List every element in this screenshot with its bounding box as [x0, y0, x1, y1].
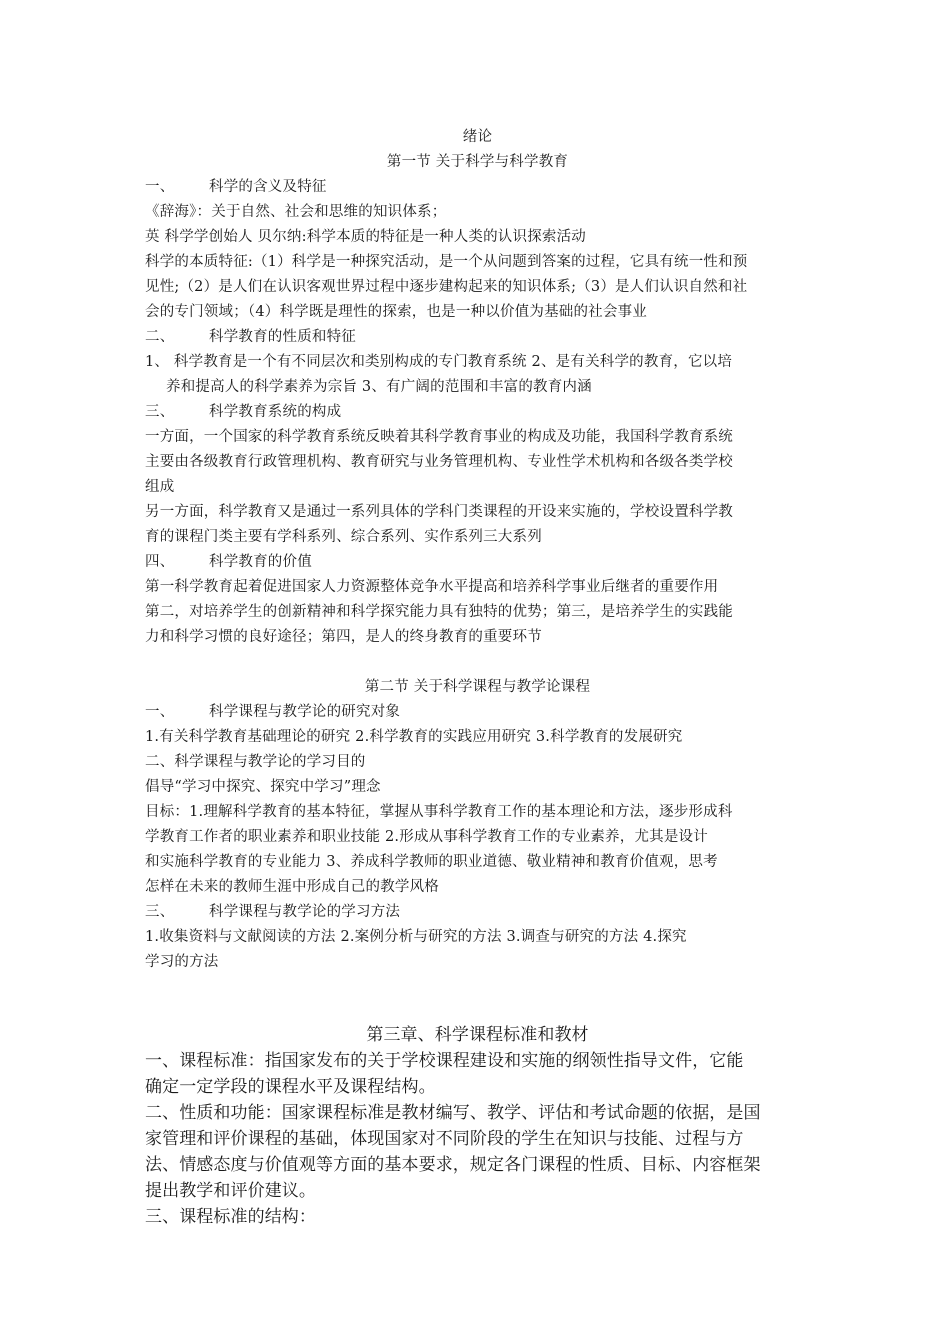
s1-paragraph-1: 《辞海》：关于自然、社会和思维的知识体系； [145, 204, 447, 220]
s1-h4-text: 科学教育的价值 [209, 554, 312, 570]
s1-paragraph-8-line-2: 力和科学习惯的良好途径；第四，是人的终身教育的重要环节 [145, 629, 542, 645]
s1-paragraph-7: 第一科学教育起着促进国家人力资源整体竞争水平提高和培养科学事业后继者的重要作用 [145, 579, 719, 595]
s2-h3-text: 科学课程与教学论的学习方法 [209, 904, 401, 920]
s1-paragraph-4-line-2: 养和提高人的科学素养为宗旨 3、有广阔的范围和丰富的教育内涵 [166, 379, 592, 395]
s2-subheading-1 [145, 700, 810, 725]
s1-paragraph-3-line-2: 见性;（2）是人们在认识客观世界过程中逐步建构起来的知识体系;（3）是人们认识自然和社 [145, 279, 748, 295]
s2-paragraph-3-line-2: 学教育工作者的职业素养和职业技能 2.形成从事科学教育工作的专业素养，尤其是设计 [145, 829, 708, 845]
s1-subheading-3 [145, 400, 810, 425]
ch3-paragraph-2-line-2: 家管理和评价课程的基础，体现国家对不同阶段的学生在知识与技能、过程与方 [145, 1129, 744, 1149]
s2-h1-number: 一、 [145, 704, 175, 720]
s2-paragraph-3-line-4: 怎样在未来的教师生涯中形成自己的教学风格 [145, 879, 439, 895]
s1-h1-text: 科学的含义及特征 [209, 179, 327, 195]
s1-h2-number: 二、 [145, 329, 175, 345]
s2-paragraph-4-line-1: 1.收集资料与文献阅读的方法 2.案例分析与研究的方法 3.调查与研究的方法 4.探究 [145, 929, 687, 945]
s1-paragraph-3-line-3: 会的专门领域；（4）科学既是理性的探索，也是一种以价值为基础的社会事业 [145, 304, 647, 320]
ch3-paragraph-1-line-2: 确定一定学段的课程水平及课程结构。 [145, 1077, 436, 1097]
doc-title: 绪论 [462, 129, 493, 145]
s1-subheading-4 [145, 550, 810, 575]
s1-paragraph-4-line-1: 1、 科学教育是一个有不同层次和类别构成的专门教育系统 2、是有关科学的教育，它以培 [145, 354, 733, 370]
s2-paragraph-2: 倡导“学习中探究、探究中学习”理念 [145, 779, 381, 795]
s2-h1-text: 科学课程与教学论的研究对象 [209, 704, 401, 720]
s1-paragraph-5-line-1: 一方面，一个国家的科学教育系统反映着其科学教育事业的构成及功能，我国科学教育系统 [145, 429, 733, 445]
s2-paragraph-3-line-1: 目标：1.理解科学教育的基本特征，掌握从事科学教育工作的基本理论和方法，逐步形成科 [145, 804, 733, 820]
s1-subheading-1 [145, 175, 810, 200]
s1-h3-number: 三、 [145, 404, 175, 420]
s1-paragraph-3-line-1: 科学的本质特征:（1）科学是一种探究活动，是一个从问题到答案的过程，它具有统一性和预 [145, 254, 748, 270]
section-2-heading: 第二节 关于科学课程与教学论课程 [364, 679, 591, 695]
ch3-paragraph-3: 三、课程标准的结构： [145, 1207, 316, 1227]
s2-h3-number: 三、 [145, 904, 175, 920]
s1-paragraph-2: 英 科学学创始人 贝尔纳:科学本质的特征是一种人类的认识探索活动 [145, 229, 587, 245]
s1-subheading-2 [145, 325, 810, 350]
s1-h1-number: 一、 [145, 179, 175, 195]
s1-paragraph-6-line-2: 育的课程门类主要有学科系列、综合系列、实作系列三大系列 [145, 529, 542, 545]
s1-paragraph-5-line-2: 主要由各级教育行政管理机构、教育研究与业务管理机构、专业性学术机构和各级各类学校 [145, 454, 733, 470]
s2-paragraph-3-line-3: 和实施科学教育的专业能力 3、养成科学教师的职业道德、敬业精神和教育价值观，思考 [145, 854, 718, 870]
s2-paragraph-4-line-2: 学习的方法 [145, 954, 219, 970]
s1-paragraph-6-line-1: 另一方面，科学教育又是通过一系列具体的学科门类课程的开设来实施的，学校设置科学教 [145, 504, 733, 520]
s1-h4-number: 四、 [145, 554, 175, 570]
section-1-heading: 第一节 关于科学与科学教育 [386, 154, 569, 170]
ch3-paragraph-2-line-1: 二、性质和功能：国家课程标准是教材编写、教学、评估和考试命题的依据，是国 [145, 1103, 761, 1123]
s1-h3-text: 科学教育系统的构成 [209, 404, 342, 420]
s1-paragraph-5-line-3: 组成 [145, 479, 175, 495]
ch3-paragraph-2-line-4: 提出教学和评价建议。 [145, 1181, 316, 1201]
s2-subheading-3 [145, 900, 810, 925]
s1-h2-text: 科学教育的性质和特征 [209, 329, 356, 345]
chapter-3-heading: 第三章、科学课程标准和教材 [366, 1025, 589, 1045]
s1-paragraph-8-line-1: 第二，对培养学生的创新精神和科学探究能力具有独特的优势；第三，是培养学生的实践能 [145, 604, 733, 620]
s2-paragraph-1: 1.有关科学教育基础理论的研究 2.科学教育的实践应用研究 3.科学教育的发展研究 [145, 729, 683, 745]
s2-subheading-2: 二、科学课程与教学论的学习目的 [145, 754, 366, 770]
ch3-paragraph-1-line-1: 一、课程标准：指国家发布的关于学校课程建设和实施的纲领性指导文件，它能 [145, 1051, 744, 1071]
ch3-paragraph-2-line-3: 法、情感态度与价值观等方面的基本要求，规定各门课程的性质、目标、内容框架 [145, 1155, 761, 1175]
